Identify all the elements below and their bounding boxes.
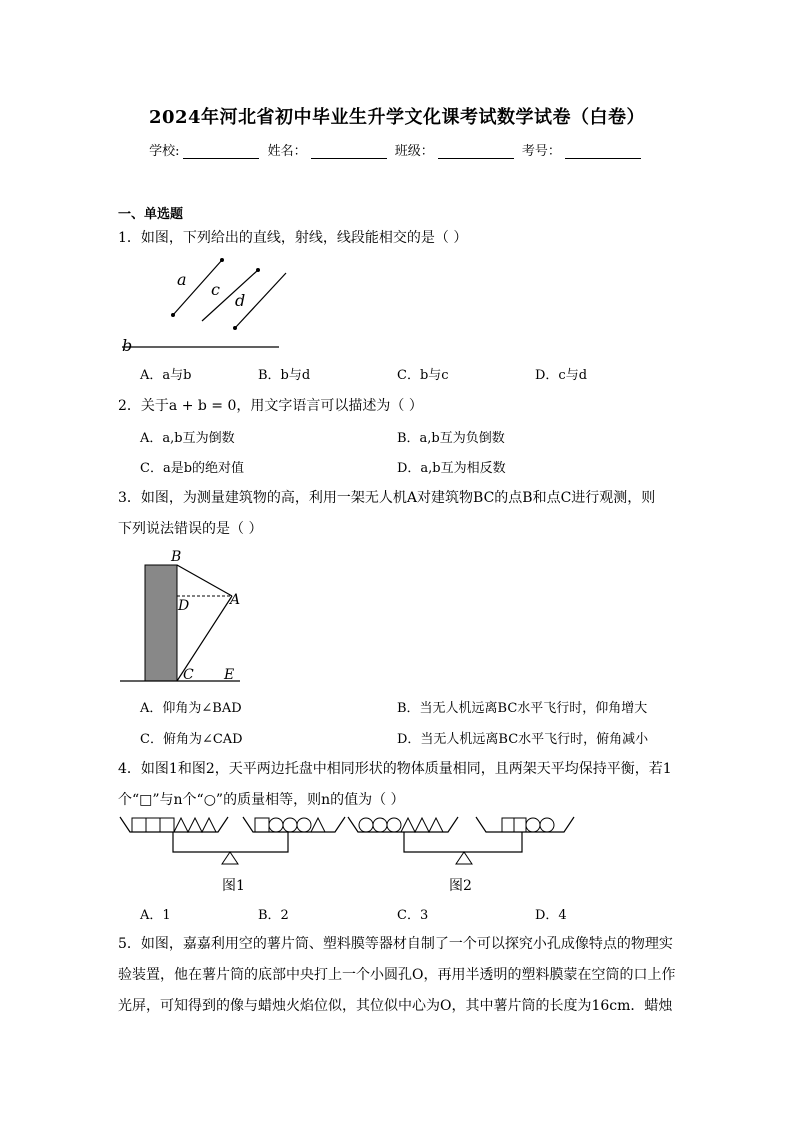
circle-icon bbox=[297, 818, 311, 832]
point bbox=[233, 326, 237, 330]
label-c: c bbox=[211, 280, 220, 299]
q1-option-c[interactable]: C．b与c bbox=[397, 368, 449, 383]
q2-option-c[interactable]: C．a是b的绝对值 bbox=[140, 461, 245, 476]
q1-stem: 1．如图，下列给出的直线，射线，线段能相交的是（ ） bbox=[118, 230, 468, 246]
label-b: B bbox=[171, 549, 182, 565]
q3-stem-line2: 下列说法错误的是（ ） bbox=[118, 521, 263, 537]
label-c: C bbox=[183, 667, 194, 683]
beam bbox=[404, 832, 522, 852]
q4-stem-line2: 个“□”与n个“○”的质量相等，则n的值为（ ） bbox=[118, 792, 405, 808]
q2-option-d[interactable]: D．a,b互为相反数 bbox=[397, 461, 506, 476]
label-e: E bbox=[224, 667, 235, 683]
triangle-icon bbox=[174, 818, 216, 832]
label-d: D bbox=[178, 598, 190, 614]
balance-figure-1 bbox=[120, 817, 345, 894]
q4-option-d[interactable]: D．4 bbox=[535, 908, 567, 923]
label-a: a bbox=[177, 270, 187, 289]
square-icon bbox=[146, 818, 160, 832]
square-icon bbox=[255, 818, 269, 832]
class-label: 班级： bbox=[394, 144, 434, 159]
point bbox=[220, 258, 224, 262]
circle-icon bbox=[283, 818, 297, 832]
square-icon bbox=[160, 818, 174, 832]
q1-option-d[interactable]: D．c与d bbox=[535, 368, 588, 383]
right-pan bbox=[476, 817, 574, 832]
name-label: 姓名： bbox=[267, 144, 307, 159]
point bbox=[171, 313, 175, 317]
student-info-line bbox=[0, 140, 794, 159]
q3-stem-line1: 3．如图，为测量建筑物的高，利用一架无人机A对建筑物BC的点B和点C进行观测，则 bbox=[118, 490, 656, 506]
q5-line1: 5．如图，嘉嘉利用空的薯片筒、塑料膜等器材自制了一个可以探究小孔成像特点的物理实 bbox=[118, 936, 673, 952]
q3-figure bbox=[118, 548, 258, 688]
label-b: b bbox=[122, 336, 133, 355]
school-label: 学校: bbox=[149, 144, 180, 159]
q4-option-c[interactable]: C．3 bbox=[397, 908, 429, 923]
circle-icon bbox=[373, 818, 387, 832]
section-title: 一、单选题 bbox=[118, 207, 184, 222]
q5-line2: 验装置，他在薯片筒的底部中央打上一个小圆孔O，再用半透明的塑料膜蒙在空筒的口上作 bbox=[118, 967, 676, 983]
q4-option-a[interactable]: A．1 bbox=[140, 908, 171, 923]
fig1-caption: 图1 bbox=[222, 878, 245, 894]
fulcrum-icon bbox=[222, 852, 238, 864]
circle-icon bbox=[526, 818, 540, 832]
q2-stem: 2．关于a + b = 0，用文字语言可以描述为（ ） bbox=[118, 398, 423, 414]
square-icon bbox=[502, 818, 514, 832]
q4-option-b[interactable]: B．2 bbox=[258, 908, 289, 923]
q2-option-a[interactable]: A．a,b互为倒数 bbox=[140, 431, 235, 446]
circle-icon bbox=[269, 818, 283, 832]
triangle-icon bbox=[311, 818, 325, 832]
point bbox=[256, 268, 260, 272]
square-icon bbox=[132, 818, 146, 832]
name-field[interactable] bbox=[311, 144, 387, 159]
circle-icon bbox=[387, 818, 401, 832]
class-field[interactable] bbox=[438, 144, 514, 159]
q1-option-a[interactable]: A．a与b bbox=[140, 368, 192, 383]
square-icon bbox=[514, 818, 526, 832]
q1-option-b[interactable]: B．b与d bbox=[258, 368, 311, 383]
q2-option-b[interactable]: B．a,b互为负倒数 bbox=[397, 431, 505, 446]
school-field[interactable] bbox=[183, 144, 259, 159]
building-bc bbox=[145, 565, 177, 681]
triangle-icon bbox=[401, 818, 443, 832]
circle-icon bbox=[359, 818, 373, 832]
label-a: A bbox=[230, 592, 241, 608]
q4-stem-line1: 4．如图1和图2，天平两边托盘中相同形状的物体质量相同，且两架天平均保持平衡，若1 bbox=[118, 761, 672, 777]
q4-figures bbox=[118, 812, 588, 896]
q3-option-a[interactable]: A．仰角为∠BAD bbox=[140, 701, 242, 716]
line-ab bbox=[177, 565, 232, 596]
q3-option-c[interactable]: C．俯角为∠CAD bbox=[140, 732, 243, 747]
q5-line3: 光屏，可知得到的像与蜡烛火焰位似，其位似中心为O，其中薯片筒的长度为16cm．蜡烛 bbox=[118, 998, 673, 1014]
balance-figure-2 bbox=[348, 817, 574, 894]
exam-title: 2024年河北省初中毕业生升学文化课考试数学试卷（白卷） bbox=[148, 107, 646, 128]
exam-no-field[interactable] bbox=[565, 144, 641, 159]
q3-option-b[interactable]: B．当无人机远离BC水平飞行时，仰角增大 bbox=[397, 701, 648, 716]
circle-icon bbox=[540, 818, 554, 832]
beam bbox=[173, 832, 288, 852]
fig2-caption: 图2 bbox=[449, 878, 472, 894]
label-d: d bbox=[235, 291, 246, 310]
fulcrum-icon bbox=[456, 852, 472, 864]
q3-option-d[interactable]: D．当无人机远离BC水平飞行时，俯角减小 bbox=[397, 732, 649, 747]
exam-no-label: 考号： bbox=[521, 144, 561, 159]
q1-figure bbox=[118, 255, 308, 355]
